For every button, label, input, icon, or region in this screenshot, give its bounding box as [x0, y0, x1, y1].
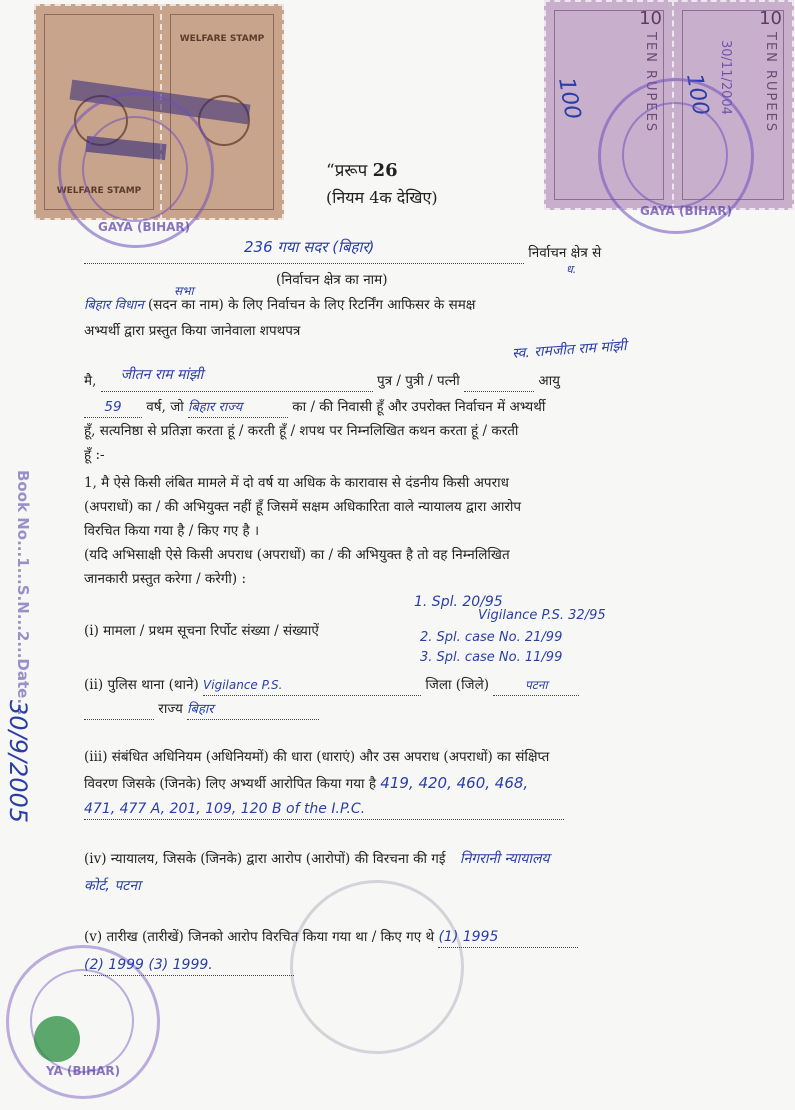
residence-handwritten: बिहार राज्य: [188, 400, 243, 415]
constituency-note: ध.: [566, 263, 577, 276]
case-number-handwritten: 3. Spl. case No. 11/99: [420, 650, 563, 665]
clause1-line-5: जानकारी प्रस्तुत करेगा / करेगी) :: [84, 571, 247, 587]
district-label: जिला (जिले): [425, 677, 489, 693]
form-heading: [326, 158, 398, 181]
stamp-handwritten-mark: 100: [553, 75, 585, 122]
relation-options: पुत्र / पुत्री / पत्नी: [376, 373, 460, 389]
item-iv-line: [84, 850, 550, 869]
official-seal-ring: [622, 102, 728, 208]
charge-date-handwritten-1: (1) 1995: [438, 929, 499, 945]
sections-handwritten-1: 419, 420, 460, 468,: [380, 774, 529, 792]
item-iii-line-3: [84, 800, 564, 820]
constituency-handwritten: 236 गया सदर (बिहार): [244, 238, 375, 256]
police-station-handwritten: Vigilance P.S.: [203, 678, 283, 692]
margin-printed-text: Book No...1...S.N...2...Date...: [14, 470, 32, 716]
constituency-line: [84, 238, 602, 264]
court-fee-value: 10: [639, 8, 662, 29]
house-text: (सदन का नाम) के लिए निर्वाचन के लिए रिटर्निंग आफिसर के समक्ष: [147, 297, 476, 313]
item-iii-line-1: (iii) संबंधित अधिनियम (अधिनियमों) की धारा (धाराएं) और उस अपराध (अपराधों) का संक्षिप्त: [84, 749, 550, 765]
court-fee-label: TEN RUPEES: [643, 32, 658, 134]
father-handwritten: स्व. रामजीत राम मांझी: [511, 338, 628, 362]
residence-field: [188, 398, 288, 418]
faded-seal-bottom: [290, 880, 464, 1054]
item-ii-state-line: [84, 700, 319, 720]
house-line: [84, 296, 475, 315]
item-v-line: [84, 928, 578, 948]
district-field: [493, 676, 579, 696]
house-text-2: अभ्यर्थी द्वारा प्रस्तुत किया जानेवाला शपथपत्र: [84, 323, 301, 339]
case-number-handwritten: 2. Spl. case No. 21/99: [420, 630, 563, 645]
form-number: 26: [372, 160, 398, 181]
margin-register-note: [14, 470, 40, 890]
item-v-label: (v) तारीख (तारीखें) जिनको आरोप विरचित किया गया था / किए गए थे: [84, 929, 435, 945]
sections-field: [84, 800, 564, 820]
declaration-text: वर्ष, जो: [146, 399, 184, 415]
welfare-stamp-label: WELFARE STAMP: [56, 186, 142, 196]
case-number-handwritten: 1. Spl. 20/95: [414, 594, 503, 610]
item-iii-label: विवरण जिसके (जिनके) लिए अभ्यर्थी आरोपित किया गया है: [84, 776, 376, 792]
charge-date-handwritten-2: (2) 1999 (3) 1999.: [84, 957, 213, 973]
declaration-prefix: मै,: [84, 373, 97, 389]
state-handwritten: बिहार: [187, 702, 214, 717]
item-iii-line-2: [84, 774, 528, 794]
court-fee-label: TEN RUPEES: [763, 32, 778, 134]
seal-text: GAYA (BIHAR): [640, 204, 733, 218]
court-handwritten-2: कोर्ट, पटना: [84, 878, 141, 894]
age-label: आयु: [538, 373, 561, 389]
welfare-stamp-label: WELFARE STAMP: [179, 34, 265, 44]
seal-text: YA (BIHAR): [46, 1064, 121, 1078]
official-seal-ring: [82, 116, 188, 222]
rule-reference: (नियम 4क देखिए): [326, 188, 438, 207]
constituency-field: [84, 238, 524, 264]
clause1-line-3: विरचित किया गया है / किए गए है ।: [84, 523, 260, 539]
item-v-line-2: [84, 956, 294, 976]
name-field: [101, 367, 373, 392]
district-handwritten: पटना: [524, 678, 548, 692]
constituency-caption: (निर्वाचन क्षेत्र का नाम): [276, 272, 388, 288]
constituency-suffix: निर्वाचन क्षेत्र से: [528, 245, 602, 261]
item-ii-label: (ii) पुलिस थाना (थाने): [84, 677, 199, 693]
house-handwritten: बिहार विधान: [84, 298, 144, 313]
declaration-line-2: [84, 398, 545, 418]
charge-date-field-2: [84, 956, 294, 976]
case-number-handwritten: Vigilance P.S. 32/95: [478, 608, 606, 623]
item-ii-line: [84, 676, 579, 696]
house-handwritten-above: सभा: [174, 284, 194, 298]
dated-stamp-text: 30/11/2004: [718, 40, 733, 115]
court-fee-value: 10: [759, 8, 782, 29]
clause1-line-1: 1, मै ऐसे किसी लंबित मामले में दो वर्ष या अधिक के कारावास से दंडनीय किसी अपराध: [84, 475, 509, 491]
police-station-field: [203, 676, 421, 696]
clause1-line-2: (अपराधों) का / की अभियुक्त नहीं हूँ जिसमें सक्षम अधिकारिता वाले न्यायालय द्वारा आरोप: [84, 499, 522, 515]
court-handwritten-1: निगरानी न्यायालय: [459, 851, 550, 867]
name-handwritten: जीतन राम मांझी: [120, 367, 204, 383]
signature-mark: [34, 1016, 80, 1062]
declaration-text: का / की निवासी हूँ और उपरोक्त निर्वाचन में अभ्यर्थी: [292, 399, 546, 415]
declaration-line-3: हूँ, सत्यनिष्ठा से प्रतिज्ञा करता हूं / करती हूँ / शपथ पर निम्नलिखित कथन करता हूं / करती: [84, 423, 519, 439]
state-field: [187, 700, 319, 720]
stamp-handwritten-mark: 100: [681, 71, 713, 118]
declaration-line-1: [84, 367, 561, 392]
item-iv-label: (iv) न्यायालय, जिसके (जिनके) द्वारा आरोप (आरोपों) की विरचना की गई: [84, 851, 446, 867]
form-title: “प्ररूप: [326, 161, 368, 181]
age-handwritten: 59: [104, 399, 122, 415]
seal-text: GAYA (BIHAR): [98, 220, 191, 234]
declaration-line-4: हूँ :-: [84, 447, 105, 463]
sections-handwritten-2: 471, 477 A, 201, 109, 120 B of the I.P.C.: [84, 801, 366, 817]
item-i-label: (i) मामला / प्रथम सूचना रिर्पोट संख्या / संख्याऐं: [84, 623, 319, 639]
margin-handwritten-date: 30/9/2005: [4, 700, 32, 824]
charge-date-field: [438, 928, 578, 948]
age-field: [84, 398, 142, 418]
clause1-line-4: (यदि अभिसाक्षी ऐसे किसी अपराध (अपराधों) का / की अभियुक्त है तो वह निम्नलिखित: [84, 547, 510, 563]
state-label: राज्य: [158, 701, 183, 717]
